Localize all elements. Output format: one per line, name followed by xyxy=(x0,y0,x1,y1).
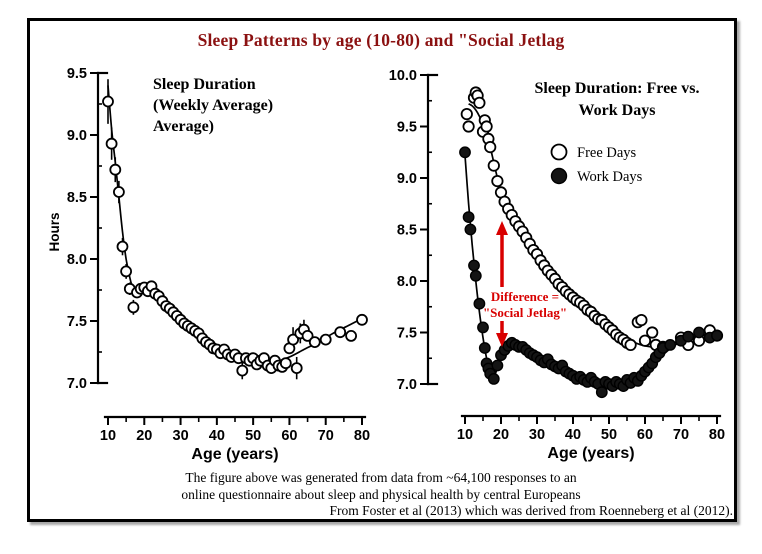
y-tick-label: 9.0 xyxy=(396,171,417,187)
work-days-point xyxy=(683,331,693,341)
caption-line-1: The figure above was generated from data from ~64,100 responses to an xyxy=(185,470,577,485)
x-tick-label: 30 xyxy=(172,428,189,444)
x-tick-label: 10 xyxy=(456,427,474,443)
weekly-average-point xyxy=(103,97,113,107)
work-days-point xyxy=(463,212,473,222)
weekly-average-point xyxy=(321,335,331,345)
x-axis xyxy=(457,416,725,462)
chart-free-vs-work-days xyxy=(388,55,743,467)
weekly-average-point xyxy=(128,302,138,312)
work-days-point xyxy=(480,343,490,353)
legend-label: Work Days xyxy=(577,169,643,185)
weekly-average-point xyxy=(281,358,291,368)
x-tick-label: 20 xyxy=(136,428,153,444)
x-tick-label: 60 xyxy=(281,428,298,444)
x-tick-label: 40 xyxy=(564,427,582,443)
x-tick-label: 50 xyxy=(245,428,262,444)
x-tick-label: 80 xyxy=(353,428,371,444)
panel-title xyxy=(534,80,699,119)
difference-annotation-line: "Social Jetlag" xyxy=(482,305,568,320)
y-tick-label: 7.0 xyxy=(396,377,417,393)
weekly-average-points xyxy=(103,79,367,379)
x-tick-label: 80 xyxy=(708,427,726,443)
free-days-point xyxy=(636,315,646,325)
difference-annotation-line: Difference = xyxy=(490,289,560,304)
free-days-point xyxy=(625,340,635,350)
y-tick-label: 8.5 xyxy=(396,222,417,239)
weekly-average-point xyxy=(346,331,356,341)
y-axis xyxy=(47,66,107,392)
panel-title-line: Sleep Duration: Free vs. xyxy=(534,80,700,97)
x-tick-label: 50 xyxy=(600,427,618,443)
x-tick-label: 60 xyxy=(636,427,654,443)
x-tick-label: 10 xyxy=(99,428,117,444)
y-tick-label: 7.5 xyxy=(66,314,87,330)
weekly-average-point xyxy=(310,337,320,347)
work-days-point xyxy=(694,327,704,337)
panel-title-line: Sleep Duration xyxy=(153,76,256,93)
free-days-point xyxy=(474,98,484,108)
panel-title-line: Average) xyxy=(153,118,214,135)
caption-line-2: online questionnaire about sleep and physical health by central Europeans xyxy=(181,487,581,502)
work-days-point xyxy=(478,322,488,332)
free-days-point xyxy=(462,109,472,119)
y-axis-title: Hours xyxy=(47,212,62,252)
x-axis xyxy=(100,417,370,463)
weekly-average-point xyxy=(335,327,345,337)
work-days-point xyxy=(665,340,675,350)
x-axis-title: Age (years) xyxy=(191,446,279,463)
chart-weekly-sleep-duration xyxy=(30,55,388,467)
legend-item-work-days xyxy=(552,169,643,186)
y-tick-label: 7.5 xyxy=(396,325,417,342)
y-tick-label: 7.0 xyxy=(66,376,87,392)
legend-item-free-days xyxy=(552,145,637,162)
work-days-point xyxy=(712,330,722,340)
x-axis-title: Age (years) xyxy=(547,445,635,462)
work-days-marker xyxy=(552,169,567,184)
y-tick-label: 8.0 xyxy=(396,274,417,290)
free-days-point xyxy=(481,121,491,131)
arrowhead-up-icon xyxy=(496,221,508,235)
panel-title xyxy=(153,76,273,135)
x-tick-label: 70 xyxy=(317,428,334,444)
x-tick-label: 70 xyxy=(672,427,690,443)
weekly-fit-curve xyxy=(108,85,362,362)
free-days-point xyxy=(492,176,502,186)
free-days-point xyxy=(485,142,495,152)
free-days-point xyxy=(463,121,473,131)
work-days-point xyxy=(469,260,479,270)
work-days-point xyxy=(489,374,499,384)
weekly-average-point xyxy=(114,187,124,197)
y-tick-label: 8.5 xyxy=(66,190,87,206)
x-tick-label: 40 xyxy=(208,428,225,444)
y-axis xyxy=(389,68,437,393)
weekly-average-point xyxy=(357,315,367,325)
work-days-point xyxy=(492,360,502,370)
caption-line-3: From Foster et al (2013) which was derived from Roenneberg et al (2012). xyxy=(329,503,733,518)
y-tick-label: 9.5 xyxy=(396,119,417,136)
work-days-point xyxy=(465,224,475,234)
figure-title: Sleep Patterns by age (10-80) and "Social Jetlag xyxy=(197,30,565,50)
weekly-average-point xyxy=(118,242,128,252)
y-tick-label: 8.0 xyxy=(66,252,87,268)
weekly-average-point xyxy=(237,366,247,376)
weekly-average-point xyxy=(107,139,117,149)
weekly-average-point xyxy=(121,266,131,276)
weekly-average-point xyxy=(110,165,120,175)
y-tick-label: 9.5 xyxy=(66,66,87,82)
free-days-marker xyxy=(552,145,567,160)
x-tick-label: 20 xyxy=(492,427,510,443)
panel-title-line: Work Days xyxy=(578,102,656,119)
x-tick-label: 30 xyxy=(528,427,546,443)
y-tick-label: 10.0 xyxy=(388,68,417,84)
work-days-point xyxy=(460,147,470,157)
y-tick-label: 9.0 xyxy=(66,128,87,144)
panel-title-line: (Weekly Average) xyxy=(153,97,274,114)
legend-label: Free Days xyxy=(577,145,637,161)
work-days-point xyxy=(471,271,481,281)
free-days-point xyxy=(489,160,499,170)
weekly-average-point xyxy=(292,363,302,373)
free-days-point xyxy=(647,327,657,337)
